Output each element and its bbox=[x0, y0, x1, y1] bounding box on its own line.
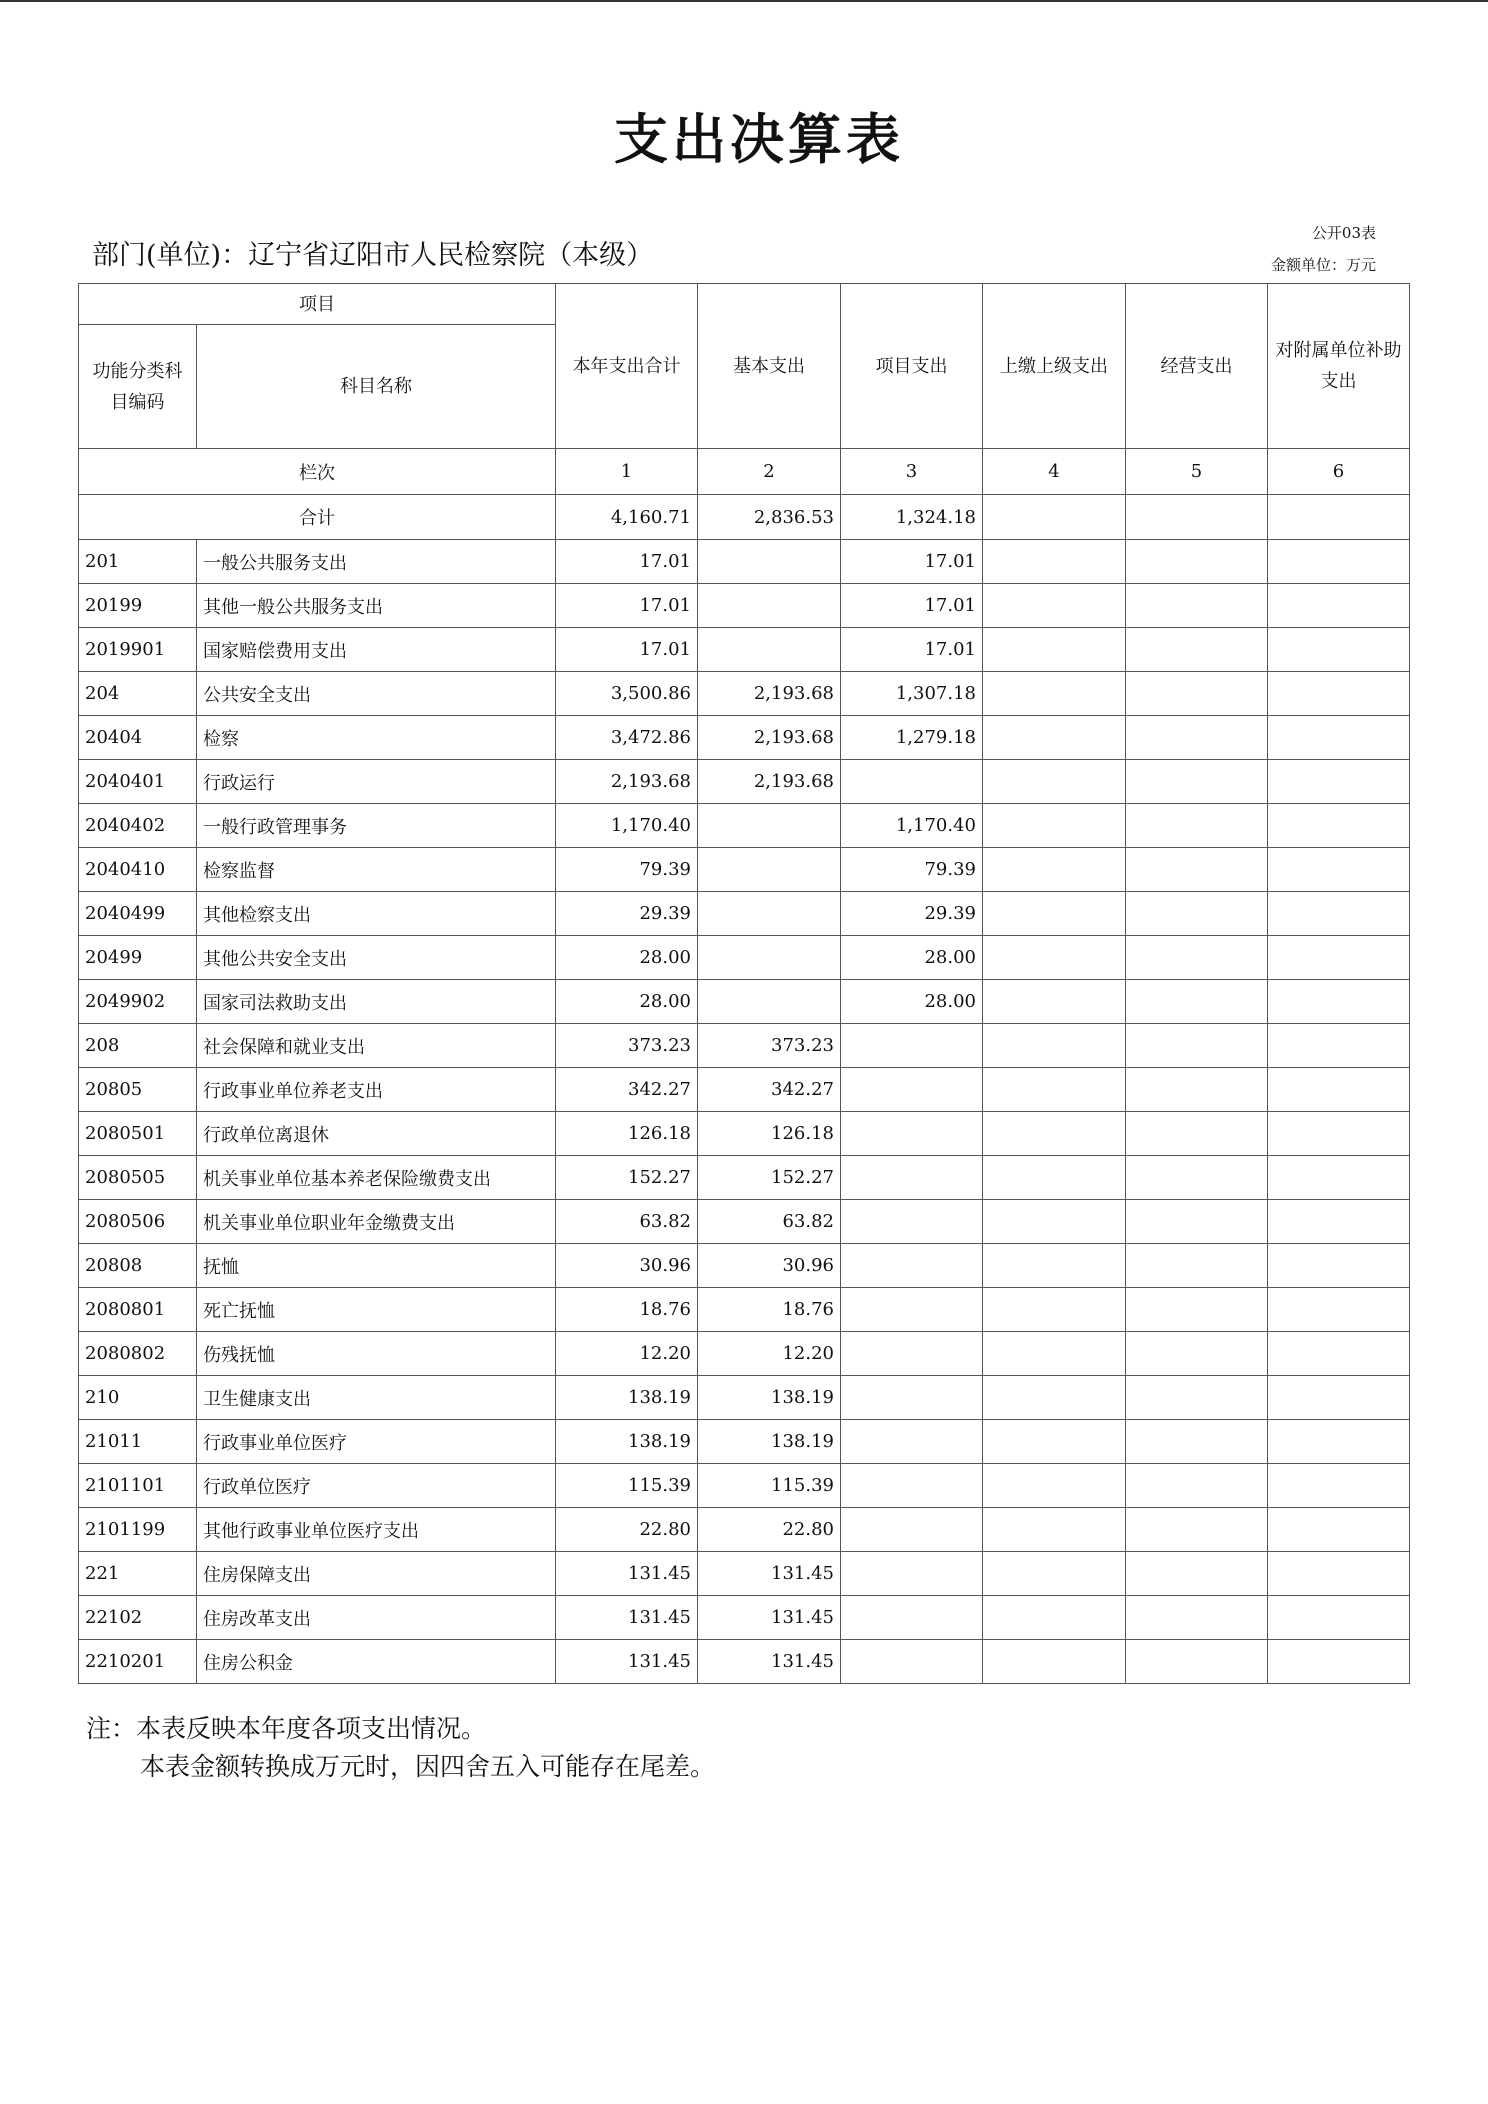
footnote bbox=[86, 1710, 715, 1786]
amount-cell bbox=[1126, 540, 1268, 584]
amount-cell bbox=[983, 1508, 1126, 1552]
amount-cell bbox=[1268, 1596, 1410, 1640]
row-index-value: 3 bbox=[841, 449, 983, 495]
table-row bbox=[79, 892, 1410, 936]
amount-cell: 22.80 bbox=[698, 1508, 841, 1552]
subject-name: 检察监督 bbox=[197, 848, 556, 892]
amount-cell: 28.00 bbox=[841, 980, 983, 1024]
total-value bbox=[983, 495, 1126, 540]
row-index-value: 2 bbox=[698, 449, 841, 495]
amount-cell: 28.00 bbox=[556, 936, 698, 980]
subject-name: 抚恤 bbox=[197, 1244, 556, 1288]
amount-cell: 342.27 bbox=[556, 1068, 698, 1112]
amount-cell bbox=[841, 1464, 983, 1508]
footnote-line-2: 本表金额转换成万元时，因四舍五入可能存在尾差。 bbox=[140, 1752, 716, 1781]
table-row bbox=[79, 672, 1410, 716]
amount-cell bbox=[983, 1288, 1126, 1332]
amount-cell bbox=[983, 628, 1126, 672]
amount-cell: 373.23 bbox=[698, 1024, 841, 1068]
amount-cell: 131.45 bbox=[698, 1596, 841, 1640]
table-row bbox=[79, 1112, 1410, 1156]
amount-cell bbox=[1268, 804, 1410, 848]
amount-cell: 3,500.86 bbox=[556, 672, 698, 716]
amount-cell bbox=[1268, 628, 1410, 672]
amount-cell bbox=[1126, 1332, 1268, 1376]
subject-code: 2210201 bbox=[79, 1640, 197, 1684]
amount-cell bbox=[983, 1024, 1126, 1068]
amount-cell bbox=[1268, 1464, 1410, 1508]
amount-cell: 126.18 bbox=[556, 1112, 698, 1156]
amount-cell bbox=[983, 1420, 1126, 1464]
amount-cell bbox=[983, 1200, 1126, 1244]
amount-cell bbox=[841, 1112, 983, 1156]
total-row bbox=[79, 495, 1410, 540]
amount-cell bbox=[1126, 848, 1268, 892]
amount-cell bbox=[1268, 716, 1410, 760]
table-row bbox=[79, 1332, 1410, 1376]
amount-cell bbox=[841, 760, 983, 804]
subject-name: 一般行政管理事务 bbox=[197, 804, 556, 848]
amount-cell bbox=[1268, 892, 1410, 936]
amount-cell bbox=[1268, 1508, 1410, 1552]
table-row bbox=[79, 1464, 1410, 1508]
amount-cell bbox=[698, 628, 841, 672]
subject-name: 行政事业单位医疗 bbox=[197, 1420, 556, 1464]
amount-cell: 29.39 bbox=[841, 892, 983, 936]
amount-cell: 115.39 bbox=[556, 1464, 698, 1508]
subject-name: 检察 bbox=[197, 716, 556, 760]
subject-code: 20499 bbox=[79, 936, 197, 980]
amount-cell: 138.19 bbox=[556, 1376, 698, 1420]
amount-cell: 79.39 bbox=[556, 848, 698, 892]
amount-cell bbox=[983, 848, 1126, 892]
amount-cell bbox=[841, 1156, 983, 1200]
header-name-col: 科目名称 bbox=[197, 325, 556, 449]
amount-cell bbox=[841, 1552, 983, 1596]
amount-cell bbox=[841, 1332, 983, 1376]
amount-cell: 17.01 bbox=[556, 628, 698, 672]
amount-cell: 2,193.68 bbox=[698, 760, 841, 804]
amount-cell: 2,193.68 bbox=[698, 716, 841, 760]
amount-cell: 131.45 bbox=[556, 1552, 698, 1596]
amount-cell bbox=[1268, 1200, 1410, 1244]
table-row bbox=[79, 1244, 1410, 1288]
amount-cell: 373.23 bbox=[556, 1024, 698, 1068]
subject-name: 其他行政事业单位医疗支出 bbox=[197, 1508, 556, 1552]
amount-cell: 17.01 bbox=[841, 540, 983, 584]
amount-cell bbox=[1126, 584, 1268, 628]
subject-code: 2080506 bbox=[79, 1200, 197, 1244]
amount-cell: 152.27 bbox=[698, 1156, 841, 1200]
subject-name: 其他检察支出 bbox=[197, 892, 556, 936]
amount-cell bbox=[983, 1068, 1126, 1112]
amount-cell bbox=[983, 892, 1126, 936]
subject-name: 死亡抚恤 bbox=[197, 1288, 556, 1332]
header-col-5: 经营支出 bbox=[1126, 284, 1268, 449]
amount-cell bbox=[1268, 1552, 1410, 1596]
amount-cell bbox=[1126, 1156, 1268, 1200]
amount-cell bbox=[698, 936, 841, 980]
subject-name: 国家司法救助支出 bbox=[197, 980, 556, 1024]
amount-cell: 138.19 bbox=[556, 1420, 698, 1464]
expenditure-table bbox=[78, 283, 1410, 1684]
amount-cell: 131.45 bbox=[698, 1552, 841, 1596]
total-label: 合计 bbox=[79, 495, 556, 540]
amount-cell bbox=[983, 760, 1126, 804]
subject-code: 2049902 bbox=[79, 980, 197, 1024]
subject-code: 210 bbox=[79, 1376, 197, 1420]
amount-cell bbox=[1268, 980, 1410, 1024]
amount-cell bbox=[1268, 1156, 1410, 1200]
header-code-col: 功能分类科目编码 bbox=[79, 325, 197, 449]
amount-cell bbox=[983, 540, 1126, 584]
amount-cell bbox=[1268, 1640, 1410, 1684]
subject-code: 20199 bbox=[79, 584, 197, 628]
table-row bbox=[79, 1068, 1410, 1112]
amount-cell bbox=[698, 540, 841, 584]
subject-code: 2080505 bbox=[79, 1156, 197, 1200]
row-index-value: 4 bbox=[983, 449, 1126, 495]
amount-cell: 152.27 bbox=[556, 1156, 698, 1200]
subject-name: 卫生健康支出 bbox=[197, 1376, 556, 1420]
amount-cell bbox=[1268, 1244, 1410, 1288]
amount-cell bbox=[1126, 672, 1268, 716]
subject-code: 20404 bbox=[79, 716, 197, 760]
amount-cell bbox=[1126, 892, 1268, 936]
amount-cell bbox=[1126, 1200, 1268, 1244]
table-row bbox=[79, 716, 1410, 760]
row-index-value: 5 bbox=[1126, 449, 1268, 495]
amount-unit: 金额单位：万元 bbox=[1270, 256, 1376, 274]
amount-cell bbox=[1126, 716, 1268, 760]
amount-cell bbox=[983, 716, 1126, 760]
amount-cell bbox=[841, 1376, 983, 1420]
column-index-row bbox=[79, 449, 1410, 495]
amount-cell bbox=[983, 1156, 1126, 1200]
amount-cell bbox=[983, 1640, 1126, 1684]
amount-cell: 63.82 bbox=[556, 1200, 698, 1244]
amount-cell: 17.01 bbox=[841, 584, 983, 628]
header-col-6: 对附属单位补助支出 bbox=[1268, 284, 1410, 449]
amount-cell: 12.20 bbox=[698, 1332, 841, 1376]
amount-cell bbox=[1268, 540, 1410, 584]
table-row bbox=[79, 1376, 1410, 1420]
subject-name: 机关事业单位职业年金缴费支出 bbox=[197, 1200, 556, 1244]
amount-cell bbox=[983, 1112, 1126, 1156]
amount-cell bbox=[1126, 1508, 1268, 1552]
subject-name: 国家赔偿费用支出 bbox=[197, 628, 556, 672]
total-value: 2,836.53 bbox=[698, 495, 841, 540]
department-label: 部门(单位)：辽宁省辽阳市人民检察院（本级） bbox=[92, 240, 654, 271]
amount-cell bbox=[1126, 980, 1268, 1024]
amount-cell bbox=[983, 672, 1126, 716]
amount-cell: 28.00 bbox=[556, 980, 698, 1024]
row-index-value: 6 bbox=[1268, 449, 1410, 495]
table-row bbox=[79, 1024, 1410, 1068]
amount-cell bbox=[1126, 804, 1268, 848]
amount-cell: 126.18 bbox=[698, 1112, 841, 1156]
amount-cell bbox=[698, 584, 841, 628]
amount-cell: 17.01 bbox=[556, 540, 698, 584]
amount-cell: 115.39 bbox=[698, 1464, 841, 1508]
amount-cell: 2,193.68 bbox=[556, 760, 698, 804]
total-value: 4,160.71 bbox=[556, 495, 698, 540]
amount-cell bbox=[698, 980, 841, 1024]
page-top-border bbox=[0, 0, 1488, 2]
amount-cell bbox=[1268, 1332, 1410, 1376]
table-row bbox=[79, 848, 1410, 892]
subject-code: 2101199 bbox=[79, 1508, 197, 1552]
amount-cell bbox=[1126, 1596, 1268, 1640]
amount-cell bbox=[1268, 584, 1410, 628]
subject-name: 一般公共服务支出 bbox=[197, 540, 556, 584]
amount-cell bbox=[1268, 1024, 1410, 1068]
amount-cell: 17.01 bbox=[841, 628, 983, 672]
subject-code: 221 bbox=[79, 1552, 197, 1596]
amount-cell bbox=[983, 1244, 1126, 1288]
table-row bbox=[79, 540, 1410, 584]
subject-name: 社会保障和就业支出 bbox=[197, 1024, 556, 1068]
amount-cell bbox=[1268, 1420, 1410, 1464]
footnote-line-1: 注：本表反映本年度各项支出情况。 bbox=[86, 1714, 487, 1743]
amount-cell bbox=[1268, 1288, 1410, 1332]
amount-cell bbox=[841, 1640, 983, 1684]
subject-code: 201 bbox=[79, 540, 197, 584]
header-col-1: 本年支出合计 bbox=[556, 284, 698, 449]
amount-cell: 63.82 bbox=[698, 1200, 841, 1244]
table-row bbox=[79, 1552, 1410, 1596]
amount-cell: 28.00 bbox=[841, 936, 983, 980]
amount-cell: 1,170.40 bbox=[841, 804, 983, 848]
amount-cell bbox=[841, 1244, 983, 1288]
amount-cell bbox=[1126, 1244, 1268, 1288]
subject-code: 2040402 bbox=[79, 804, 197, 848]
subject-name: 机关事业单位基本养老保险缴费支出 bbox=[197, 1156, 556, 1200]
amount-cell bbox=[841, 1068, 983, 1112]
amount-cell bbox=[1268, 848, 1410, 892]
subject-name: 其他公共安全支出 bbox=[197, 936, 556, 980]
amount-cell bbox=[1126, 1068, 1268, 1112]
amount-cell: 138.19 bbox=[698, 1420, 841, 1464]
total-value bbox=[1126, 495, 1268, 540]
amount-cell: 18.76 bbox=[556, 1288, 698, 1332]
table-row bbox=[79, 1508, 1410, 1552]
subject-code: 2080802 bbox=[79, 1332, 197, 1376]
header-col-2: 基本支出 bbox=[698, 284, 841, 449]
amount-cell: 138.19 bbox=[698, 1376, 841, 1420]
row-index-label: 栏次 bbox=[79, 449, 556, 495]
amount-cell bbox=[983, 1552, 1126, 1596]
total-value: 1,324.18 bbox=[841, 495, 983, 540]
amount-cell bbox=[1126, 1024, 1268, 1068]
table-row bbox=[79, 760, 1410, 804]
subject-name: 公共安全支出 bbox=[197, 672, 556, 716]
subject-code: 2101101 bbox=[79, 1464, 197, 1508]
subject-name: 行政单位离退休 bbox=[197, 1112, 556, 1156]
amount-cell bbox=[1268, 1376, 1410, 1420]
amount-cell: 131.45 bbox=[556, 1596, 698, 1640]
amount-cell bbox=[1126, 1420, 1268, 1464]
amount-cell: 131.45 bbox=[556, 1640, 698, 1684]
amount-cell bbox=[1126, 936, 1268, 980]
amount-cell bbox=[983, 980, 1126, 1024]
table-row bbox=[79, 1156, 1410, 1200]
amount-cell: 30.96 bbox=[556, 1244, 698, 1288]
amount-cell bbox=[698, 892, 841, 936]
amount-cell: 30.96 bbox=[698, 1244, 841, 1288]
amount-cell bbox=[1126, 1112, 1268, 1156]
table-row bbox=[79, 1640, 1410, 1684]
amount-cell bbox=[983, 584, 1126, 628]
subject-code: 2019901 bbox=[79, 628, 197, 672]
amount-cell bbox=[1126, 628, 1268, 672]
amount-cell bbox=[841, 1508, 983, 1552]
row-index-value: 1 bbox=[556, 449, 698, 495]
table-row bbox=[79, 936, 1410, 980]
subject-code: 2040410 bbox=[79, 848, 197, 892]
amount-cell: 131.45 bbox=[698, 1640, 841, 1684]
amount-cell bbox=[841, 1420, 983, 1464]
amount-cell bbox=[983, 1464, 1126, 1508]
amount-cell bbox=[841, 1596, 983, 1640]
subject-name: 住房保障支出 bbox=[197, 1552, 556, 1596]
subject-code: 2080501 bbox=[79, 1112, 197, 1156]
subject-name: 伤残抚恤 bbox=[197, 1332, 556, 1376]
amount-cell bbox=[1126, 1464, 1268, 1508]
amount-cell: 2,193.68 bbox=[698, 672, 841, 716]
amount-cell: 1,279.18 bbox=[841, 716, 983, 760]
subject-name: 住房改革支出 bbox=[197, 1596, 556, 1640]
amount-cell: 18.76 bbox=[698, 1288, 841, 1332]
subject-name: 其他一般公共服务支出 bbox=[197, 584, 556, 628]
amount-cell: 79.39 bbox=[841, 848, 983, 892]
amount-cell bbox=[841, 1200, 983, 1244]
amount-cell: 22.80 bbox=[556, 1508, 698, 1552]
amount-cell bbox=[1268, 760, 1410, 804]
form-number: 公开03表 bbox=[1311, 224, 1376, 242]
subject-code: 21011 bbox=[79, 1420, 197, 1464]
subject-code: 2080801 bbox=[79, 1288, 197, 1332]
page-title: 支出决算表 bbox=[614, 108, 904, 171]
table-row bbox=[79, 804, 1410, 848]
amount-cell bbox=[841, 1288, 983, 1332]
amount-cell bbox=[698, 804, 841, 848]
amount-cell bbox=[1126, 1552, 1268, 1596]
table-row bbox=[79, 980, 1410, 1024]
subject-name: 行政单位医疗 bbox=[197, 1464, 556, 1508]
amount-cell bbox=[983, 1596, 1126, 1640]
amount-cell: 12.20 bbox=[556, 1332, 698, 1376]
amount-cell bbox=[1126, 1640, 1268, 1684]
subject-code: 22102 bbox=[79, 1596, 197, 1640]
amount-cell bbox=[983, 1332, 1126, 1376]
header-project: 项目 bbox=[79, 284, 556, 325]
amount-cell bbox=[698, 848, 841, 892]
amount-cell bbox=[1126, 1376, 1268, 1420]
subject-code: 208 bbox=[79, 1024, 197, 1068]
amount-cell: 1,170.40 bbox=[556, 804, 698, 848]
amount-cell: 342.27 bbox=[698, 1068, 841, 1112]
amount-cell bbox=[983, 936, 1126, 980]
subject-name: 住房公积金 bbox=[197, 1640, 556, 1684]
table-row bbox=[79, 584, 1410, 628]
amount-cell bbox=[1126, 1288, 1268, 1332]
amount-cell bbox=[983, 1376, 1126, 1420]
header-col-3: 项目支出 bbox=[841, 284, 983, 449]
amount-cell: 3,472.86 bbox=[556, 716, 698, 760]
subject-code: 20805 bbox=[79, 1068, 197, 1112]
table-row bbox=[79, 628, 1410, 672]
subject-name: 行政运行 bbox=[197, 760, 556, 804]
subject-code: 204 bbox=[79, 672, 197, 716]
table-row bbox=[79, 1288, 1410, 1332]
amount-cell bbox=[1126, 760, 1268, 804]
subject-code: 20808 bbox=[79, 1244, 197, 1288]
amount-cell: 29.39 bbox=[556, 892, 698, 936]
amount-cell: 17.01 bbox=[556, 584, 698, 628]
subject-name: 行政事业单位养老支出 bbox=[197, 1068, 556, 1112]
amount-cell bbox=[1268, 672, 1410, 716]
amount-cell bbox=[983, 804, 1126, 848]
header-row-1 bbox=[79, 284, 1410, 325]
amount-cell bbox=[1268, 1112, 1410, 1156]
table-row bbox=[79, 1420, 1410, 1464]
amount-cell bbox=[1268, 1068, 1410, 1112]
total-value bbox=[1268, 495, 1410, 540]
header-col-4: 上缴上级支出 bbox=[983, 284, 1126, 449]
amount-cell bbox=[1268, 936, 1410, 980]
table-row bbox=[79, 1596, 1410, 1640]
amount-cell: 1,307.18 bbox=[841, 672, 983, 716]
subject-code: 2040499 bbox=[79, 892, 197, 936]
amount-cell bbox=[841, 1024, 983, 1068]
table-row bbox=[79, 1200, 1410, 1244]
subject-code: 2040401 bbox=[79, 760, 197, 804]
